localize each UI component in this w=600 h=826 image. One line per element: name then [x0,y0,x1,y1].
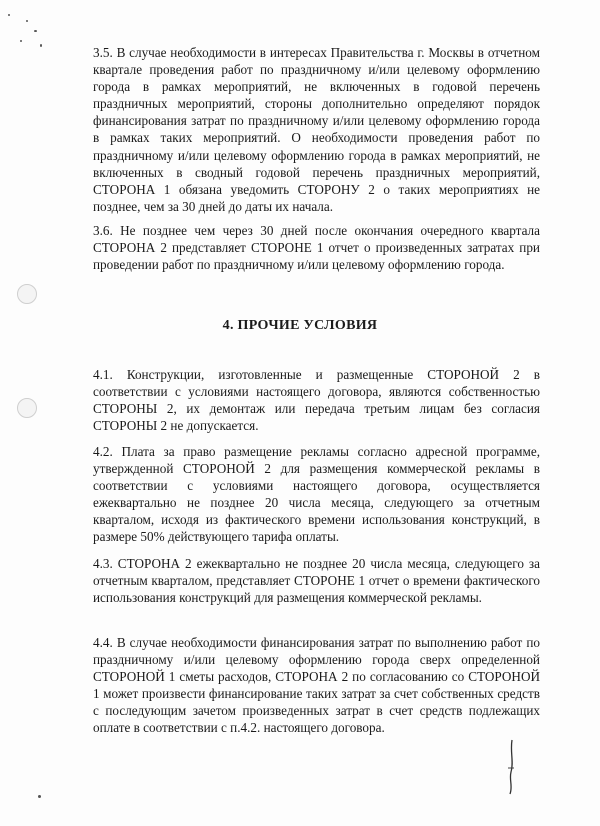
punch-hole [17,398,37,418]
paragraph-4-3: 4.3. СТОРОНА 2 ежеквартально не позднее 20 числа месяца, следующего за отчетным кварталом, представляет СТОРОНЕ 1 отчет о времени фактического использования конструкций для размещения коммерческой рекламы. [93,556,540,606]
paragraph-4-1: 4.1. Конструкции, изготовленные и размещенные СТОРОНОЙ 2 в соответствии с условиями настоящего договора, являются собственностью СТОРОНЫ 2, их демонтаж или передача третьим лицам без согласия СТОРОНЫ 2 не допускается. [93,367,540,434]
paragraph-3-6: 3.6. Не позднее чем через 30 дней после окончания очередного квартала СТОРОНА 2 представляет СТОРОНЕ 1 отчет о произведенных затратах при проведении работ по праздничному и/или целевому оформлению города. [93,223,540,273]
signature-mark [490,738,530,798]
scan-speck [34,30,37,32]
section-heading: 4. ПРОЧИЕ УСЛОВИЯ [222,318,378,333]
paragraph-3-5: 3.5. В случае необходимости в интересах Правительства г. Москвы в отчетном квартале проведения работ по праздничному и/или целевому оформлению города в рамках мероприятий, не включенных в годовой перечень праздничных мероприятий, стороны дополнительно определяют порядок финансирования затрат по праздничному и/или целевому оформлению города в рамках таких мероприятий. О необходимости проведения работ по праздничному и/или целевому оформлению города в рамках мероприятий, не включенных в сводный годовой перечень праздничных мероприятий, СТОРОНА 1 обязана уведомить СТОРОНУ 2 о таких мероприятиях не позднее, чем за 30 дней до даты их начала. [93,45,540,214]
scan-speck [20,40,22,42]
scan-speck [38,795,41,798]
punch-hole [17,284,37,304]
paragraph-4-2: 4.2. Плата за право размещение рекламы согласно адресной программе, утвержденной СТОРОНОЙ 2 для размещения коммерческой рекламы в соответствии с условиями настоящего договора, осуществляется ежеквартально не позднее 20 числа месяца, следующего за отчетным кварталом, исходя из фактического времени использования конструкций, в размере 50% действующего тарифа оплаты. [93,444,540,545]
scan-speck [8,14,10,16]
scan-speck [40,44,42,47]
scan-speck [26,20,28,22]
paragraph-4-4: 4.4. В случае необходимости финансирования затрат по выполнению работ по праздничному и/или целевому оформлению города сверх определенной СТОРОНОЙ 1 сметы расходов, СТОРОНА 2 по согласованию со СТОРОНОЙ 1 может произвести финансирование таких затрат за счет собственных средств с последующим зачетом произведенных затрат в счет средств подлежащих оплате в соответствии с п.4.2. настоящего договора. [93,635,540,736]
